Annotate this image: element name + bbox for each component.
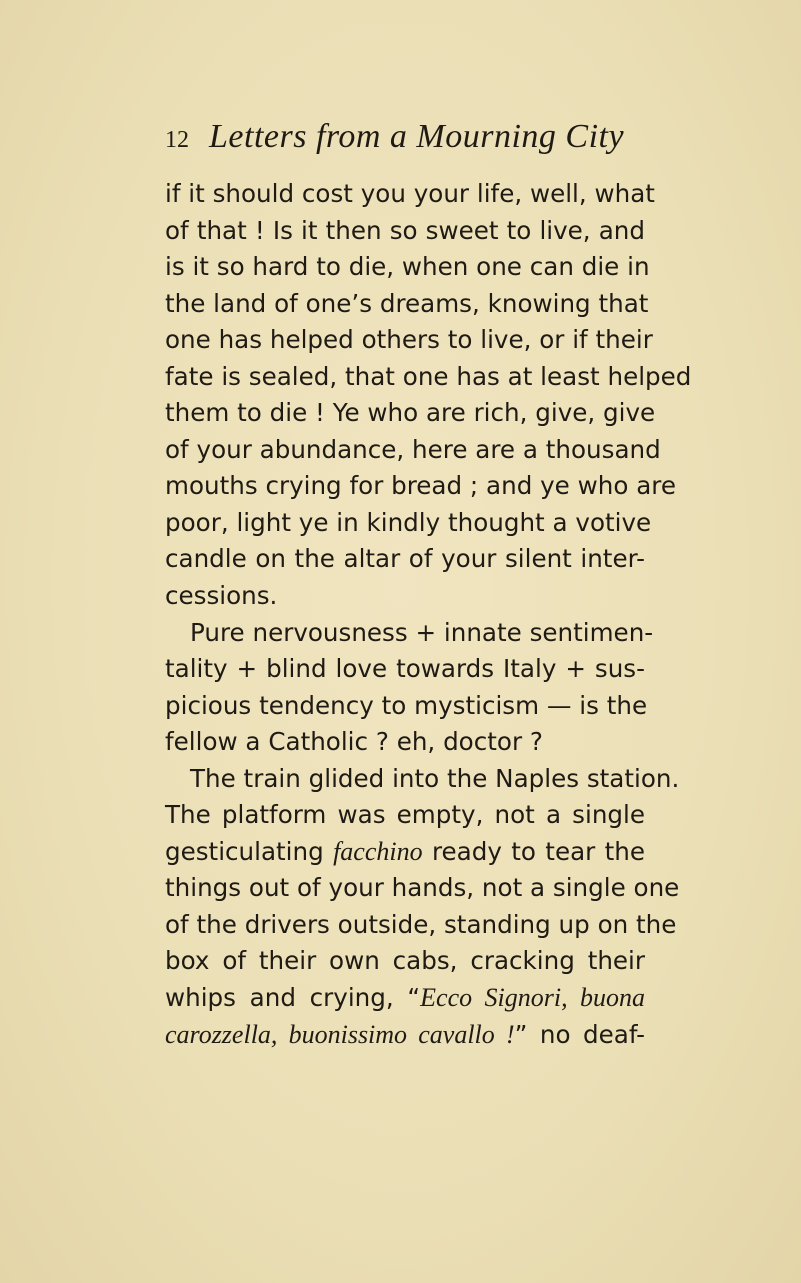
text-line: fate is sealed, that one has at least helped [165,361,692,391]
text-line: poor, light ye in kindly thought a votive [165,507,652,537]
page-number: 12 [165,127,189,153]
text-line: one has helped others to live, or if their [165,325,653,355]
text-line: box of their own cabs, cracking their [165,946,645,976]
text-line-with-italic [165,980,645,1017]
text-segment: ” no deaf- [514,1019,646,1049]
italic-phrase: Ecco Signori, buona [420,983,645,1013]
text-segment: ready to tear the [422,836,645,866]
paragraph-end-line: cessions. [165,581,278,611]
text-line: candle on the altar of your silent inter- [165,544,645,574]
text-line-with-italic [165,1017,645,1054]
text-line: mouths crying for bread ; and ye who are [165,471,676,501]
text-segment: whips and crying, “ [165,983,421,1013]
text-line: if it should cost you your life, well, what [165,179,655,208]
paragraph-start-line: Pure nervousness + innate sentimen- [190,617,654,647]
text-line: is it so hard to die, when one can die in [165,252,650,282]
text-line: things out of your hands, not a single one [165,873,680,903]
text-line: of your abundance, here are a thousand [165,434,661,464]
text-line: picious tendency to mysticism — is the [165,690,648,720]
body-text [165,176,692,1053]
italic-phrase: carozzella, buonissimo cavallo ! [165,1019,515,1049]
text-line: The platform was empty, not a single [165,800,645,830]
text-line-with-italic [165,834,645,871]
page-header [165,118,665,158]
running-title: Letters from a Mourning City [209,118,625,155]
text-line: the land of one’s dreams, knowing that [165,288,649,318]
paragraph-start-line: The train glided into the Naples station. [190,763,680,793]
paragraph-end-line: fellow a Catholic ? eh, doctor ? [165,727,543,757]
text-line: of that ! Is it then so sweet to live, and [165,215,645,245]
text-line: of the drivers outside, standing up on the [165,909,677,939]
text-line: tality + blind love towards Italy + sus- [165,654,645,684]
text-line: them to die ! Ye who are rich, give, give [165,398,656,428]
text-segment: gesticulating [165,836,334,866]
italic-word: facchino [333,836,423,866]
